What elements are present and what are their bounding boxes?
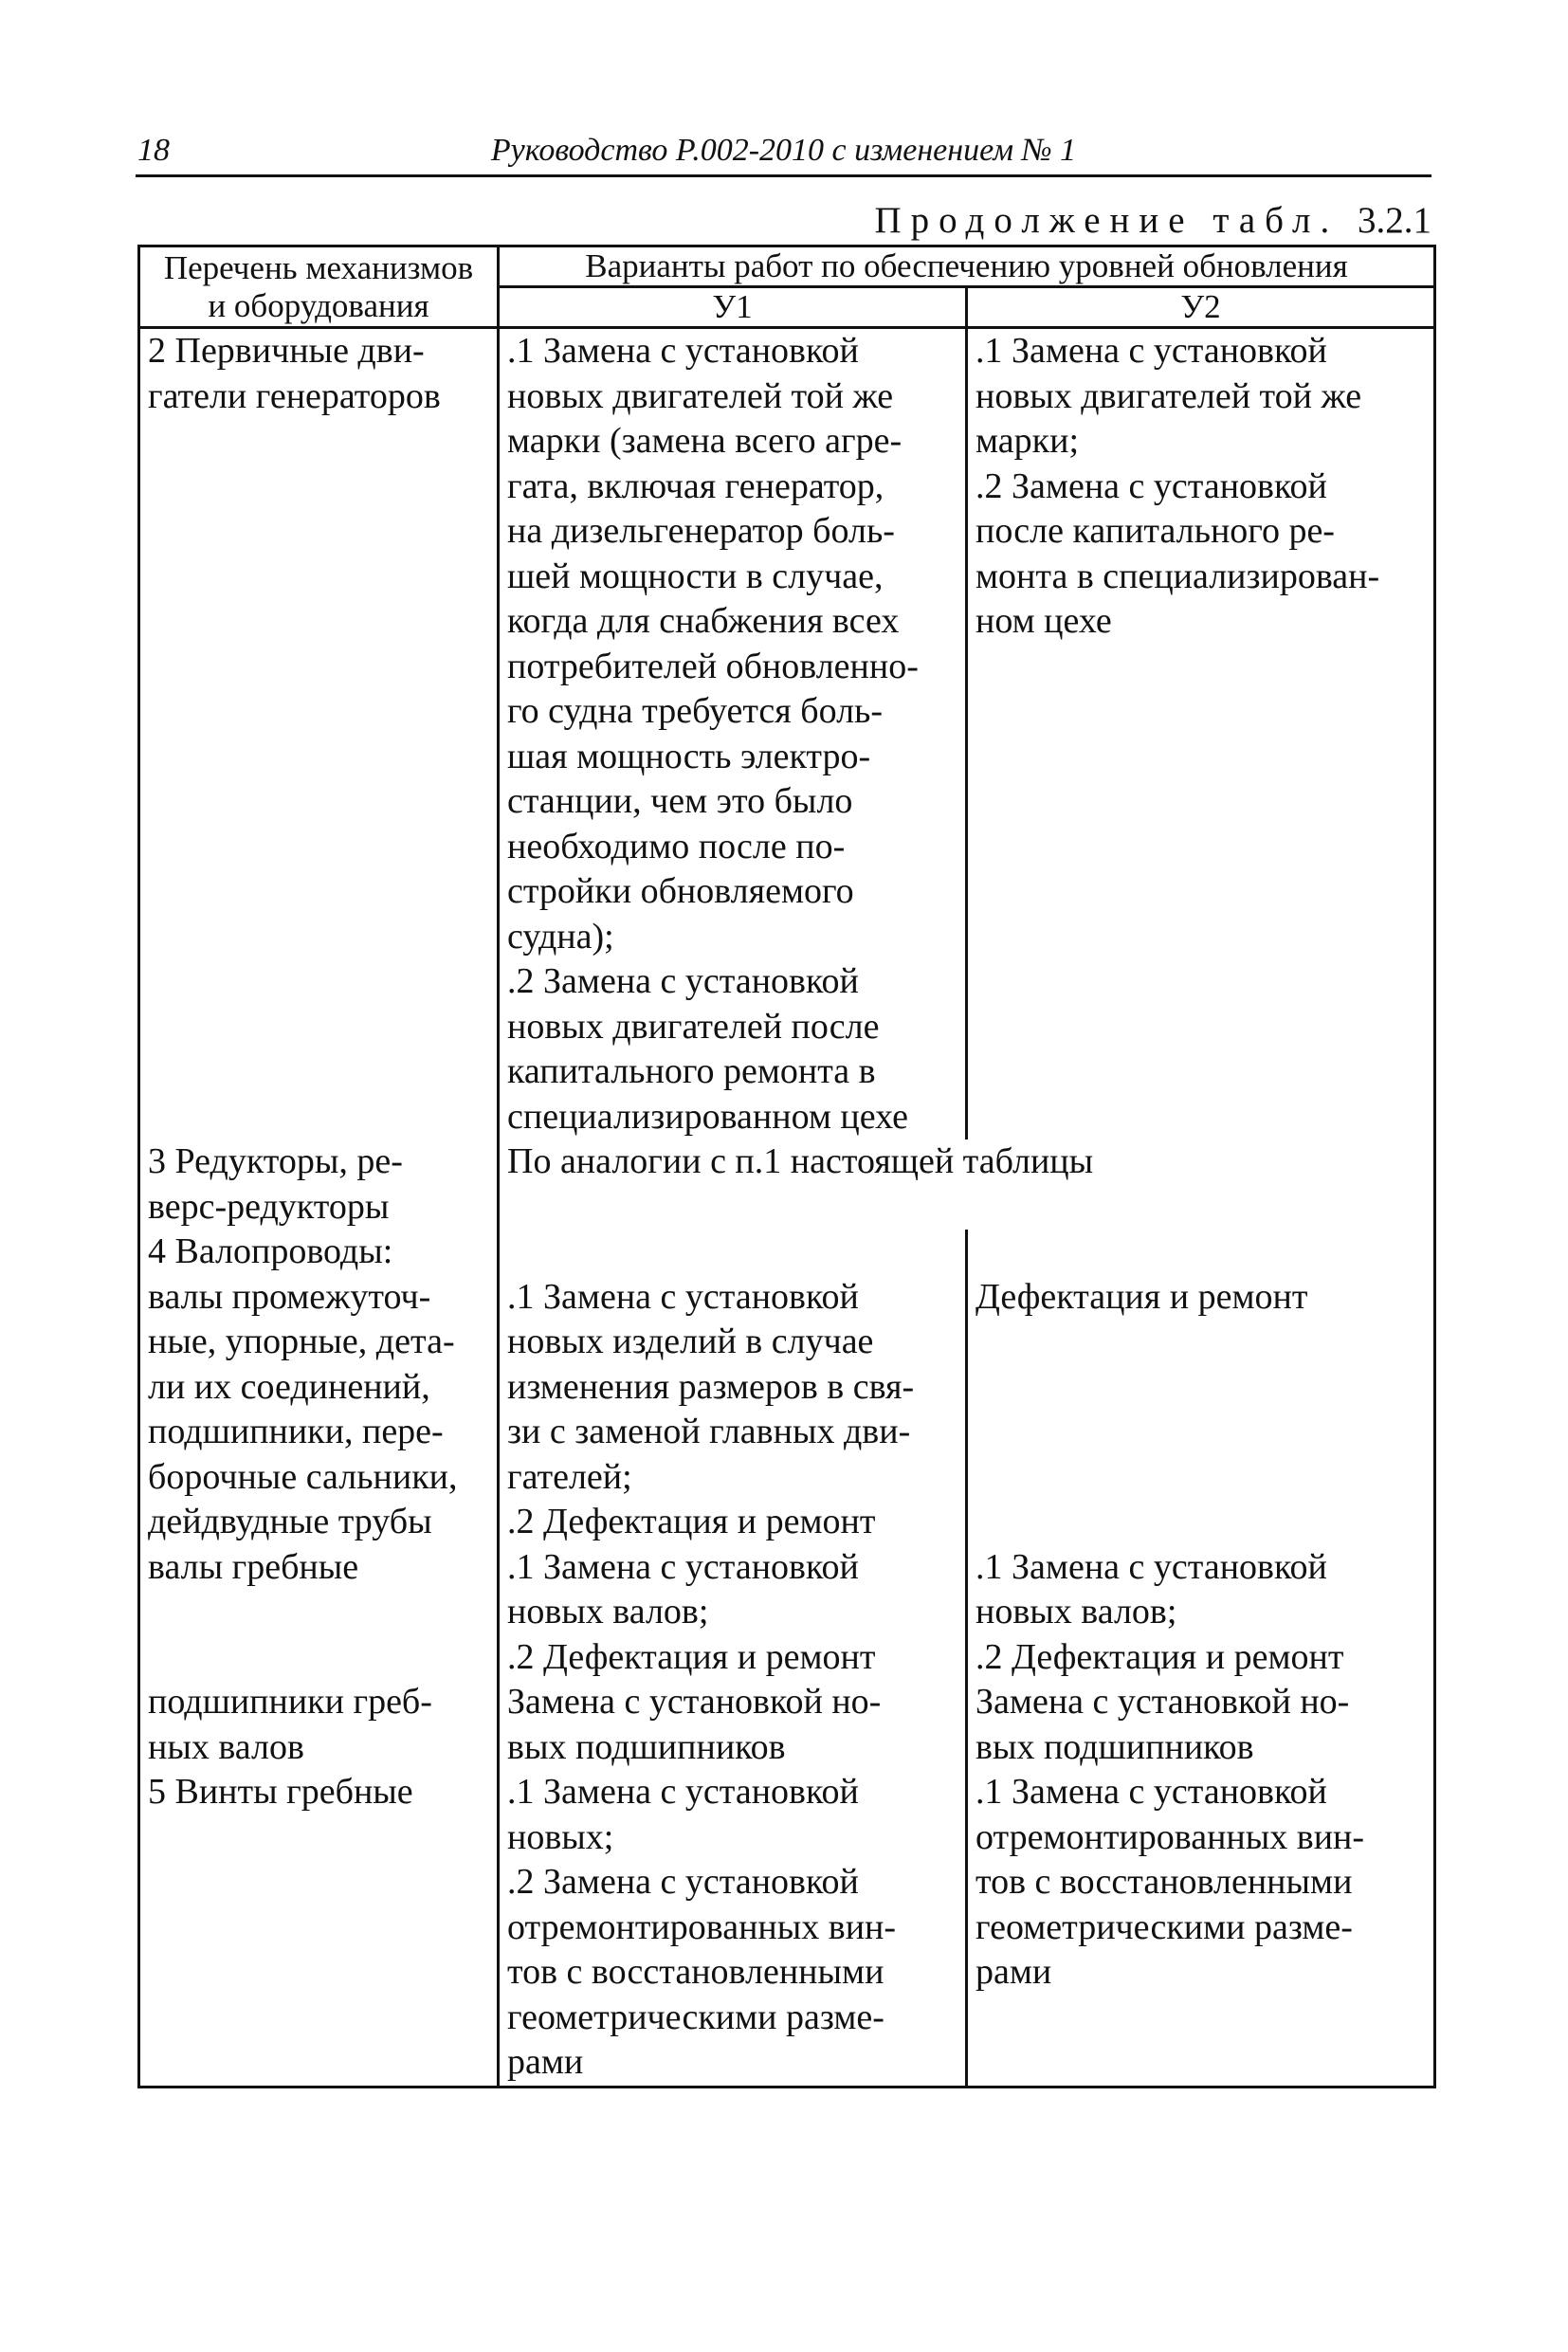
cell-line: 5 Винты гребные xyxy=(148,1772,413,1812)
item-cell xyxy=(139,1680,499,1770)
cell-line: зи с заменой главных дви- xyxy=(507,1412,911,1451)
cell-line: специализированном цехе xyxy=(507,1096,909,1137)
column-header-items: Перечень механизмов и оборудования xyxy=(139,246,499,328)
cell-line: вых подшипников xyxy=(507,1726,786,1767)
item-cell xyxy=(139,1230,499,1545)
cell-line: 3 Редукторы, ре- xyxy=(148,1141,403,1181)
cell-line: ные, упорные, дета- xyxy=(148,1322,455,1361)
merged-variants-cell xyxy=(499,1140,1094,1230)
u1-cell xyxy=(499,1680,967,1770)
cell-line: новых; xyxy=(507,1816,614,1857)
cell-line: го судна требуется боль- xyxy=(507,691,884,731)
cell-line: дейдвудные трубы xyxy=(148,1502,432,1541)
cell-line: после капитального ре- xyxy=(975,511,1335,551)
cell-line: марки (замена всего агре- xyxy=(507,421,903,461)
cell-line: рами xyxy=(507,2042,584,2082)
works-variants-table xyxy=(137,245,1436,2088)
cell-line: валы промежуточ- xyxy=(148,1276,431,1317)
table-number: 3.2.1 xyxy=(1358,200,1431,241)
cell-line: гатели генераторов xyxy=(148,375,441,416)
u1-cell xyxy=(499,1770,967,2087)
column-header-u1: У1 xyxy=(499,287,967,328)
spacer xyxy=(975,1230,1428,1275)
cell-line: .2 Замена с установкой xyxy=(507,961,859,1001)
cell-line: новых валов; xyxy=(975,1592,1177,1632)
page-number: 18 xyxy=(137,133,170,168)
item-cell xyxy=(139,1770,499,2087)
cell-line: новых двигателей после xyxy=(507,1006,880,1047)
cell-line: .1 Замена с установкой xyxy=(975,1546,1327,1587)
cell-line: гата, включая генератор, xyxy=(507,465,884,506)
cell-line: По аналогии с п.1 настоящей таблицы xyxy=(507,1141,1094,1181)
cell-line: верс-редукторы xyxy=(148,1186,390,1227)
cell-line: .2 Замена с установкой xyxy=(975,465,1327,506)
cell-line: Замена с установкой но- xyxy=(975,1682,1350,1722)
cell-line: новых двигателей той же xyxy=(975,375,1362,416)
spacer xyxy=(507,1230,959,1275)
cell-line: гателей; xyxy=(507,1456,632,1497)
item-cell xyxy=(139,1140,499,1230)
cell-line: капитального ремонта в xyxy=(507,1051,876,1091)
u2-cell xyxy=(967,1545,1435,1681)
cell-line: .2 Дефектация и ремонт xyxy=(975,1636,1344,1677)
item-cell xyxy=(139,328,499,1140)
running-title: Руководство Р.002-2010 с изменением № 1 xyxy=(490,133,1077,168)
cell-line: новых двигателей той же xyxy=(507,375,894,416)
table-body xyxy=(139,328,1435,2088)
cell-line: Дефектация и ремонт xyxy=(975,1276,1308,1317)
cell-line: .2 Дефектация и ремонт xyxy=(507,1502,876,1541)
table-continuation-caption xyxy=(874,199,1431,242)
continuation-label: Продолжение табл. xyxy=(874,200,1340,241)
table-row xyxy=(139,1680,1435,1770)
cell-line: Замена с установкой но- xyxy=(507,1682,882,1722)
cell-line: .2 Замена с установкой xyxy=(507,1862,859,1902)
cell-line: шей мощности в случае, xyxy=(507,556,884,596)
table-row xyxy=(139,328,1435,1140)
u1-cell xyxy=(499,1545,967,1681)
cell-line: стройки обновляемого xyxy=(507,871,854,911)
u2-cell xyxy=(967,328,1435,1140)
cell-line: отремонтированных вин- xyxy=(507,1906,897,1947)
cell-line: монта в специализирован- xyxy=(975,556,1380,596)
cell-line: ном цехе xyxy=(975,601,1112,641)
item-cell xyxy=(139,1545,499,1681)
cell-line: шая мощность электро- xyxy=(507,736,871,776)
cell-line: новых изделий в случае xyxy=(507,1322,874,1361)
cell-line: 2 Первичные дви- xyxy=(148,331,425,371)
cell-line: когда для снабжения всех xyxy=(507,601,900,641)
cell-line: станции, чем это было xyxy=(507,781,853,821)
cell-line: борочные сальники, xyxy=(148,1456,458,1497)
page-header xyxy=(136,129,1431,177)
cell-line: отремонтированных вин- xyxy=(975,1816,1365,1857)
cell-line: ных валов xyxy=(148,1726,304,1767)
cell-line: вых подшипников xyxy=(975,1726,1254,1767)
cell-line: .2 Дефектация и ремонт xyxy=(507,1636,876,1677)
u2-cell xyxy=(967,1770,1435,2087)
table-row xyxy=(139,1230,1435,1545)
cell-line: судна); xyxy=(507,916,614,957)
cell-line: рами xyxy=(975,1952,1052,1992)
u2-cell xyxy=(967,1230,1435,1545)
table-row xyxy=(139,1545,1435,1681)
cell-line: .1 Замена с установкой xyxy=(507,1276,859,1317)
cell-line: геометрическими разме- xyxy=(975,1906,1353,1947)
table-row xyxy=(139,1140,1435,1230)
cell-line: новых валов; xyxy=(507,1592,709,1632)
cell-line: подшипники, пере- xyxy=(148,1412,444,1451)
cell-line: .1 Замена с установкой xyxy=(507,331,859,371)
cell-line: .1 Замена с установкой xyxy=(507,1546,859,1587)
cell-line: на дизельгенератор боль- xyxy=(507,511,895,551)
table-row xyxy=(139,1770,1435,2087)
cell-line: тов с восстановленными xyxy=(507,1952,884,1992)
column-header-u2: У2 xyxy=(967,287,1435,328)
cell-line: необходимо после по- xyxy=(507,826,846,866)
cell-line: .1 Замена с установкой xyxy=(507,1772,859,1812)
cell-line: изменения размеров в свя- xyxy=(507,1366,915,1407)
column-header-variants: Варианты работ по обеспечению уровней обновления xyxy=(499,246,1435,287)
cell-line: потребителей обновленно- xyxy=(507,646,919,686)
cell-line: ли их соединений, xyxy=(148,1366,430,1407)
cell-line: .1 Замена с установкой xyxy=(975,331,1327,371)
u2-cell xyxy=(967,1680,1435,1770)
cell-line: марки; xyxy=(975,421,1080,461)
cell-line: .1 Замена с установкой xyxy=(975,1772,1327,1812)
cell-line: тов с восстановленными xyxy=(975,1862,1353,1902)
u1-cell xyxy=(499,1230,967,1545)
u1-cell xyxy=(499,328,967,1140)
cell-line: 4 Валопроводы: xyxy=(148,1231,393,1271)
cell-line: геометрическими разме- xyxy=(507,1996,884,2037)
cell-line: валы гребные xyxy=(148,1546,359,1587)
cell-line: подшипники греб- xyxy=(148,1682,432,1722)
